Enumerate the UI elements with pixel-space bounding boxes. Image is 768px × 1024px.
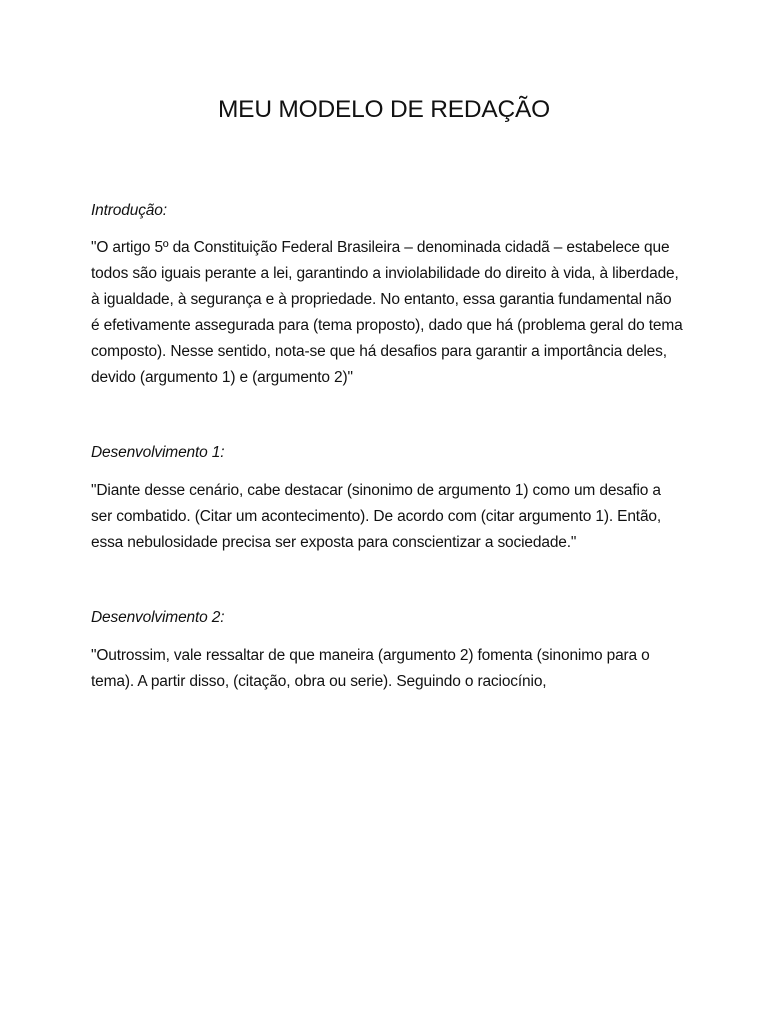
section-text-desenvolvimento-2: "Outrossim, vale ressaltar de que maneira (argumento 2) fomenta (sinonimo para o tema). A partir disso, (citação, obra ou serie). Seguindo o raciocínio,	[91, 647, 650, 690]
section-text-introducao: "O artigo 5º da Constituição Federal Brasileira – denominada cidadã – estabelece que todos são iguais perante a lei, garantindo a inviolabilidade do direito à vida, à liberdade, à igualdade, à segurança e à propriedade. No entanto, essa garantia fundamental não é efetivamente assegurada para (tema proposto), dado que há (problema geral do tema composto). Nesse sentido, nota-se que há desafios para garantir a importância deles, devido (argumento 1) e (argumento 2)"	[91, 239, 683, 386]
section-heading-introducao: Introdução:	[91, 202, 167, 219]
section-heading-desenvolvimento-1: Desenvolvimento 1:	[91, 444, 225, 461]
section-text-desenvolvimento-1: "Diante desse cenário, cabe destacar (sinonimo de argumento 1) como um desafio a ser combatido. (Citar um acontecimento). De acordo com (citar argumento 1). Então, essa nebulosidade precisa ser exposta para conscientizar a sociedade."	[91, 482, 662, 551]
section-heading-desenvolvimento-2: Desenvolvimento 2:	[91, 609, 225, 626]
document-title: MEU MODELO DE REDAÇÃO	[217, 96, 551, 123]
